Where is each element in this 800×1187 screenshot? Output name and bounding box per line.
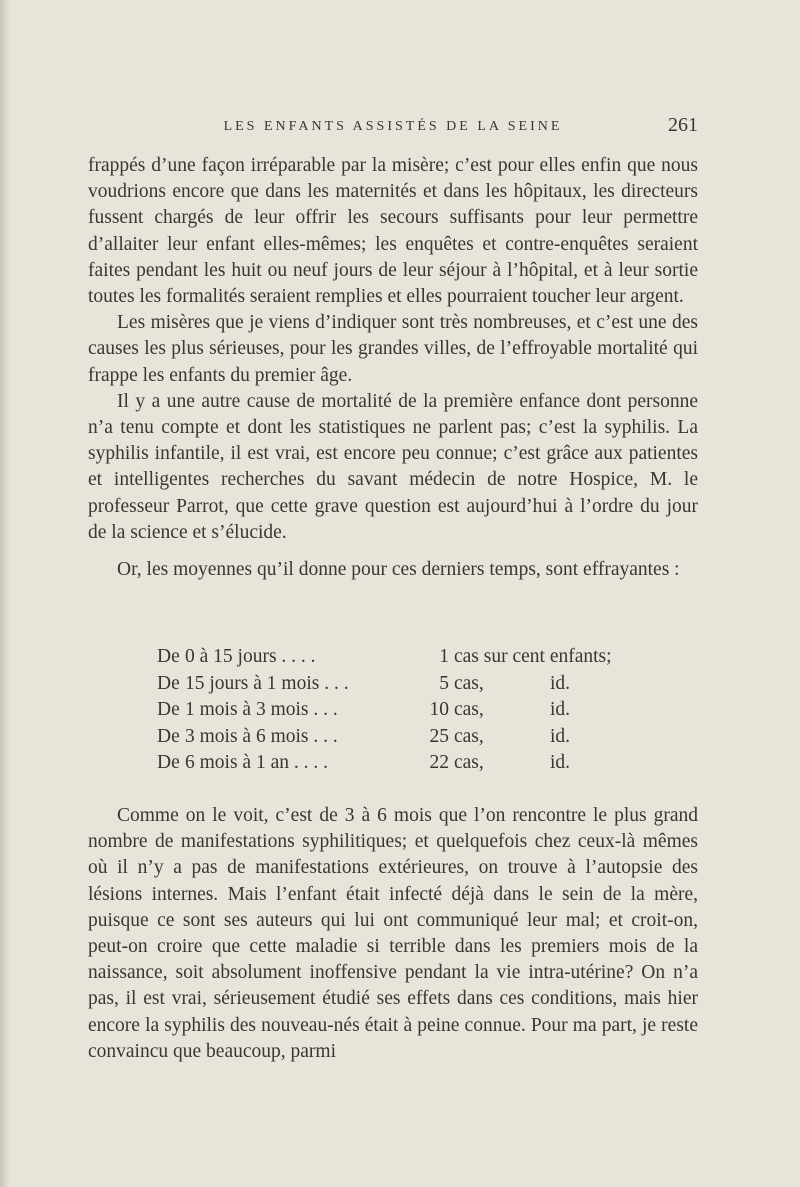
stats-row: [157, 699, 657, 726]
stats-range: 1 mois à 3 mois . . .: [185, 699, 338, 720]
stats-range: 15 jours à 1 mois . . .: [185, 672, 349, 694]
stats-row: [157, 673, 657, 700]
stats-de: De: [157, 752, 180, 773]
stats-row: [157, 726, 657, 753]
stats-range: 6 mois à 1 an . . . .: [185, 752, 328, 773]
stats-de: De: [157, 646, 180, 667]
paragraph-2: Les misères que je viens d’indiquer sont très nombreuses, et c’est une des causes les plus sérieuses, pour les grandes villes, de l’effroyable mortalité qui frappe les enfants du premier âge.: [88, 312, 698, 386]
stats-de: De: [157, 725, 180, 747]
stats-idem: id.: [550, 725, 571, 747]
stats-unit: cas,: [454, 752, 484, 773]
stats-count: 10: [429, 699, 449, 720]
paragraph-5: Comme on le voit, c’est de 3 à 6 mois que l’on rencontre le plus grand nombre de manifestations syphilitiques; et quelquefois chez ceux-là mêmes où il n’y a pas de manifestations extérieures, on trouve à l’autopsie des lésions internes. Mais l’enfant était infecté déjà dans le sein de la mère, puisque ce sont ses auteurs qui lui ont communiqué leur mal; et croit-on, peut-on croire que cette maladie si terrible dans les premiers mois de la naissance, soit absolument inoffensive pendant la vie intra-utérine? On n’a pas, il est vrai, sérieusement étudié ses effets dans ces conditions, mais hier encore la syphilis des nouveau-nés était à peine connue. Pour ma part, je reste convaincu que beaucoup, parmi: [88, 805, 698, 1062]
stats-range: 0 à 15 jours . . . .: [185, 646, 316, 667]
paragraph-4: Or, les moyennes qu’il donne pour ces derniers temps, sont effrayantes :: [117, 559, 680, 581]
paragraph-1: frappés d’une façon irréparable par la misère; c’est pour elles enfin que nous voudrions encore que dans les maternités et dans les hôpitaux, les directeurs fussent chargés de leur offrir les secours suffisants pour leur permettre d’allaiter leur enfant elles-mêmes; les enquêtes et contre-enquêtes seraient faites pendant les huit ou neuf jours de leur séjour à l’hôpital, et à leur sortie toutes les formalités seraient remplies et elles pourraient toucher leur argent.: [88, 155, 698, 308]
stats-de: De: [157, 672, 180, 694]
page-number: 261: [668, 114, 698, 136]
stats-de: De: [157, 699, 180, 720]
running-header: [88, 116, 698, 138]
stats-unit: cas,: [454, 699, 484, 720]
body-text: [88, 153, 698, 583]
stats-unit: cas sur cent enfants;: [454, 646, 612, 667]
stats-idem: id.: [550, 699, 571, 720]
running-title: LES ENFANTS ASSISTÉS DE LA SEINE: [223, 119, 563, 134]
page-binding-shadow: [0, 0, 10, 1187]
stats-unit: cas,: [454, 725, 484, 747]
stats-count: 22: [429, 752, 449, 773]
stats-row: [157, 646, 657, 673]
stats-count: 25: [429, 725, 449, 747]
stats-unit: cas,: [454, 672, 484, 694]
paragraph-3: Il y a une autre cause de mortalité de la première enfance dont personne n’a tenu compte et dont les statistiques ne parlent pas; c’est la syphilis. La syphilis infantile, il est vrai, est encore peu connue; c’est grâce aux patientes et intelligentes recherches du savant médecin de notre Hospice, M. le professeur Parrot, que cette grave question est aujourd’hui à l’ordre du jour de la science et s’élucide.: [88, 390, 698, 543]
stats-range: 3 mois à 6 mois . . .: [185, 725, 338, 747]
stats-count: 5: [439, 672, 449, 694]
closing-text: [88, 803, 698, 1065]
statistics-table: [157, 646, 657, 779]
stats-idem: id.: [550, 672, 571, 694]
stats-count: 1: [439, 646, 449, 667]
stats-idem: id.: [550, 752, 571, 773]
stats-row: [157, 752, 657, 779]
